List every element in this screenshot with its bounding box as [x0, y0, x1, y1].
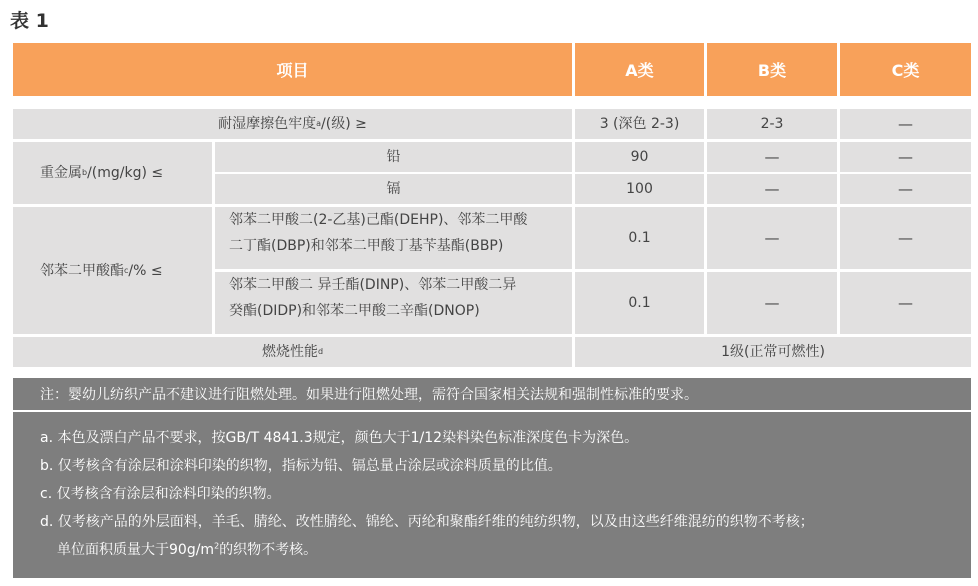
lead-b: — [707, 142, 837, 172]
phthalate-2-c: — [840, 272, 971, 334]
header-item: 项目 [13, 43, 572, 96]
phthalate-label-text: 邻苯二甲酸酯 [40, 262, 124, 279]
footnote-b: b. 仅考核含有涂层和涂料印染的织物，指标为铅、镉总量占涂层或涂料质量的比值。 [40, 458, 562, 474]
lead-a: 90 [575, 142, 704, 172]
footnotes [13, 412, 971, 578]
phthalate-1-a: 0.1 [575, 207, 704, 269]
lead-label: 铅 [215, 142, 572, 172]
header-c: C类 [840, 43, 971, 96]
rub-label-text: 耐湿摩擦色牢度 [218, 116, 317, 132]
phthalate-group-1 [215, 207, 572, 269]
footnote-d-cont-sup: 2 [214, 541, 220, 551]
flammability-label: 燃烧性能 d [13, 337, 572, 367]
rub-a: 3 (深色 2-3) [575, 109, 704, 139]
heavy-metal-label: 重金属 b /(mg/kg) ≤ [13, 142, 212, 204]
rub-b: 2-3 [707, 109, 837, 139]
phthalate-group-1-line1: 邻苯二甲酸二(2-乙基)己酯(DEHP)、邻苯二甲酸 [229, 212, 528, 228]
phthalate-2-a: 0.1 [575, 272, 704, 334]
footnote-d-cont-pre: 单位面积质量大于90g/m [57, 542, 215, 558]
cadmium-a: 100 [575, 174, 704, 204]
cadmium-b: — [707, 174, 837, 204]
lead-c: — [840, 142, 971, 172]
footnote-c: c. 仅考核含有涂层和涂料印染的织物。 [40, 486, 281, 502]
metal-label-text: 重金属 [40, 165, 82, 181]
flammability-value: 1级(正常可燃性) [575, 337, 971, 367]
footnote-d-cont [40, 536, 971, 564]
phthalate-group-2-line2: 癸酯(DIDP)和邻苯二甲酸二辛酯(DNOP) [229, 303, 480, 319]
table-title: 表 1 [10, 10, 49, 32]
phthalate-unit: /% ≤ [128, 262, 163, 279]
rub-c: — [840, 109, 971, 139]
cadmium-c: — [840, 174, 971, 204]
phthalate-group-2 [215, 272, 572, 334]
footnote-d-cont-post: 的织物不考核。 [219, 542, 318, 558]
rub-fastness-label: 耐湿摩擦色牢度 a /(级) ≥ [13, 109, 572, 139]
phthalate-group-1-line2: 二丁酯(DBP)和邻苯二甲酸丁基苄基酯(BBP) [229, 238, 504, 254]
phthalate-group-2-line1: 邻苯二甲酸二 异壬酯(DINP)、邻苯二甲酸二异 [229, 277, 517, 293]
main-note: 注：婴幼儿纺织产品不建议进行阻燃处理。如果进行阻燃处理，需符合国家相关法规和强制性标准的要求。 [13, 378, 971, 410]
phthalate-label: 邻苯二甲酸酯 c /% ≤ [13, 207, 212, 334]
phthalate-2-b: — [707, 272, 837, 334]
phthalate-1-b: — [707, 207, 837, 269]
footnote-d: d. 仅考核产品的外层面料，羊毛、腈纶、改性腈纶、锦纶、丙纶和聚酯纤维的纯纺织物，以及由这些纤维混纺的织物不考核； [40, 514, 814, 530]
phthalate-1-c: — [840, 207, 971, 269]
rub-unit: /(级) ≥ [321, 116, 367, 132]
burn-label-text: 燃烧性能 [261, 344, 318, 360]
metal-unit: /(mg/kg) ≤ [87, 165, 164, 181]
footnote-a: a. 本色及漂白产品不要求，按GB/T 4841.3规定，颜色大于1/12染料染色标准深度色卡为深色。 [40, 430, 639, 446]
header-a: A类 [575, 43, 704, 96]
header-b: B类 [707, 43, 837, 96]
cadmium-label: 镉 [215, 174, 572, 204]
